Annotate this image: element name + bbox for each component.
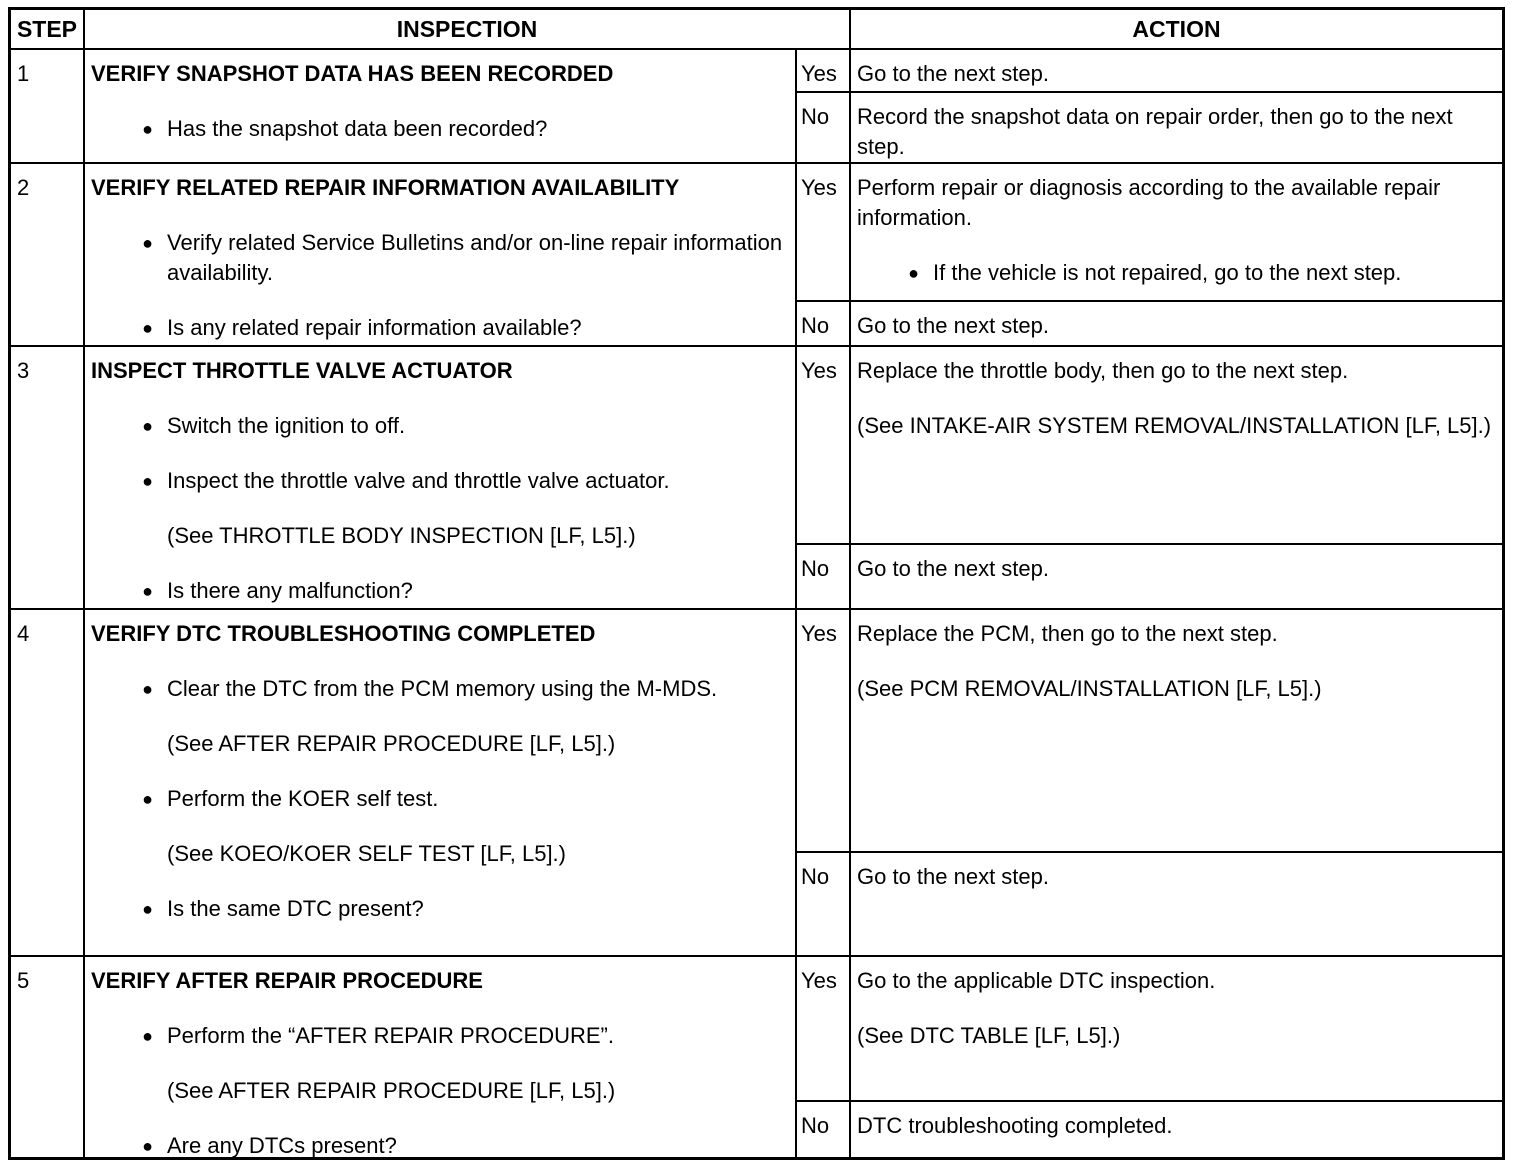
inspection-cell-3 xyxy=(85,347,797,610)
reference-text: (See KOEO/KOER SELF TEST [LF, L5].) xyxy=(167,841,566,866)
bullet-item: ● Is there any malfunction? xyxy=(91,576,789,606)
bullet-item: ● Inspect the throttle valve and throttle valve actuator. xyxy=(91,466,789,496)
no-label-5: No xyxy=(797,1102,851,1157)
bullet-icon: ● xyxy=(142,581,153,601)
step-title-3: INSPECT THROTTLE VALVE ACTUATOR xyxy=(91,358,513,383)
bullet-item: ● Is any related repair information available? xyxy=(91,313,789,343)
no-action-4: Go to the next step. xyxy=(851,853,1502,957)
reference-text: (See THROTTLE BODY INSPECTION [LF, L5].) xyxy=(167,523,636,548)
header-step: STEP xyxy=(11,10,85,50)
yes-action-5: Go to the applicable DTC inspection. (See DTC TABLE [LF, L5].) xyxy=(851,957,1502,1102)
header-action: ACTION xyxy=(851,10,1502,50)
yes-label-5: Yes xyxy=(797,957,851,1102)
bullet-icon: ● xyxy=(908,263,919,283)
step-number-3: 3 xyxy=(11,347,85,610)
yes-label-3: Yes xyxy=(797,347,851,545)
inspection-cell-1 xyxy=(85,50,797,164)
bullet-icon: ● xyxy=(142,416,153,436)
bullet-item: ● If the vehicle is not repaired, go to the next step. xyxy=(857,258,1496,288)
bullet-item: ● Verify related Service Bulletins and/or on-line repair information availability. xyxy=(91,228,789,288)
no-label-3: No xyxy=(797,545,851,610)
no-label-2: No xyxy=(797,302,851,347)
bullet-icon: ● xyxy=(142,679,153,699)
no-action-5: DTC troubleshooting completed. xyxy=(857,1113,1173,1138)
step-title-1: VERIFY SNAPSHOT DATA HAS BEEN RECORDED xyxy=(91,61,614,86)
no-label-4: No xyxy=(797,853,851,957)
troubleshooting-table xyxy=(8,7,1505,1160)
no-action-3: Go to the next step. xyxy=(851,545,1502,610)
bullet-item: ● Is the same DTC present? xyxy=(91,894,789,924)
yes-action-4: Replace the PCM, then go to the next step. (See PCM REMOVAL/INSTALLATION [LF, L5].) xyxy=(851,610,1502,853)
bullet-item: ● Perform the “AFTER REPAIR PROCEDURE”. xyxy=(91,1021,789,1051)
step-number-4: 4 xyxy=(11,610,85,957)
bullet-item: ● Switch the ignition to off. xyxy=(91,411,789,441)
bullet-icon: ● xyxy=(142,233,153,253)
step-number-1: 1 xyxy=(11,50,85,164)
bullet-item: ● Has the snapshot data been recorded? xyxy=(91,114,789,144)
bullet-icon: ● xyxy=(142,119,153,139)
yes-label-1: Yes xyxy=(797,50,851,93)
inspection-cell-2 xyxy=(85,164,797,347)
bullet-icon: ● xyxy=(142,318,153,338)
no-action-1: Record the snapshot data on repair order, then go to the next step. xyxy=(851,93,1502,164)
bullet-icon: ● xyxy=(142,1026,153,1046)
bullet-icon: ● xyxy=(142,471,153,491)
bullet-icon: ● xyxy=(142,1136,153,1156)
bullet-icon: ● xyxy=(142,789,153,809)
reference-text: (See DTC TABLE [LF, L5].) xyxy=(857,1023,1121,1048)
reference-text: (See INTAKE-AIR SYSTEM REMOVAL/INSTALLATION [LF, L5].) xyxy=(857,413,1492,438)
reference-text: (See AFTER REPAIR PROCEDURE [LF, L5].) xyxy=(167,731,616,756)
step-title-5: VERIFY AFTER REPAIR PROCEDURE xyxy=(91,968,483,993)
step-title-2: VERIFY RELATED REPAIR INFORMATION AVAILABILITY xyxy=(91,175,680,200)
yes-action-1: Go to the next step. xyxy=(851,50,1502,93)
reference-text: (See AFTER REPAIR PROCEDURE [LF, L5].) xyxy=(167,1078,616,1103)
yes-label-4: Yes xyxy=(797,610,851,853)
bullet-item: ● Are any DTCs present? xyxy=(91,1131,789,1157)
bullet-item: ● Perform the KOER self test. xyxy=(91,784,789,814)
reference-text: (See PCM REMOVAL/INSTALLATION [LF, L5].) xyxy=(857,676,1322,701)
inspection-cell-5 xyxy=(85,957,797,1157)
step-title-4: VERIFY DTC TROUBLESHOOTING COMPLETED xyxy=(91,621,596,646)
yes-label-2: Yes xyxy=(797,164,851,302)
no-action-2: Go to the next step. xyxy=(851,302,1502,347)
step-number-2: 2 xyxy=(11,164,85,347)
header-inspection: INSPECTION xyxy=(85,10,851,50)
no-label-1: No xyxy=(797,93,851,164)
bullet-item: ● Clear the DTC from the PCM memory using the M-MDS. xyxy=(91,674,789,704)
step-number-5: 5 xyxy=(11,957,85,1157)
yes-action-2: Perform repair or diagnosis according to the available repair information. ● If the vehicle is not repaired, go to the next step. xyxy=(851,164,1502,302)
bullet-icon: ● xyxy=(142,899,153,919)
yes-action-3: Replace the throttle body, then go to the next step. (See INTAKE-AIR SYSTEM REMOVAL/INSTALLATION [LF, L5].) xyxy=(851,347,1502,545)
inspection-cell-4 xyxy=(85,610,797,957)
